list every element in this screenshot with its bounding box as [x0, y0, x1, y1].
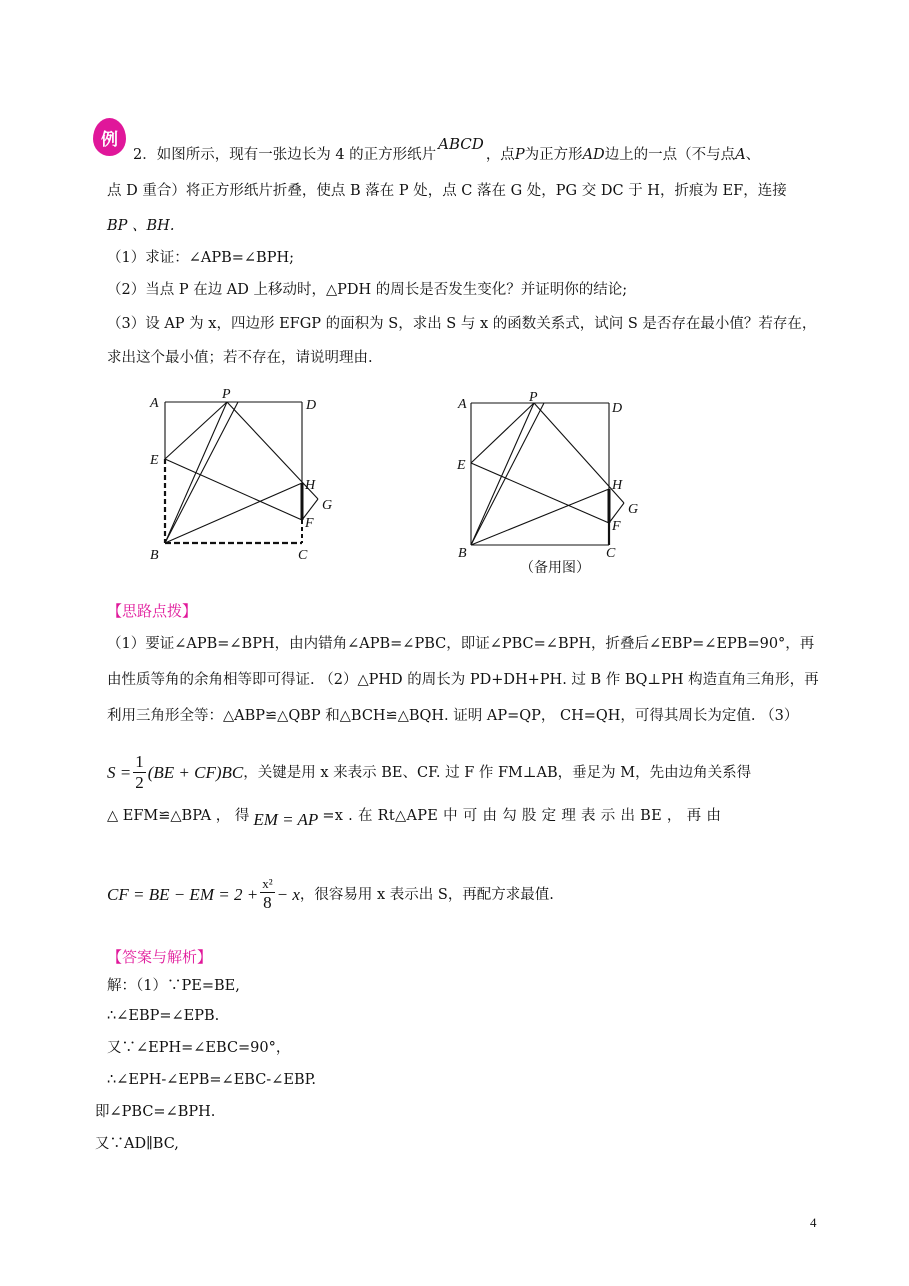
problem-line-1: 2．如图所示，现有一张边长为 4 的正方形纸片ABCD，点P为正方形AD边上的一点（不与点A、 — [133, 135, 761, 163]
answer-title: 【答案与解析】 — [107, 948, 213, 966]
question-3-line-2: 求出这个最小值；若不存在，请说明理由. — [107, 350, 373, 366]
figure-spare — [471, 403, 624, 545]
answer-line-6: 又∵AD∥BC, — [95, 1136, 179, 1152]
crease-ef — [165, 459, 302, 520]
example-badge: 例 — [93, 118, 126, 156]
label-g-2: G — [628, 502, 639, 517]
figure-main — [165, 402, 318, 543]
label-g: G — [322, 498, 333, 513]
hint-line-2: 由性质等角的余角相等即可得证. （2）△PHD 的周长为 PD+DH+PH. 过 B 作 BQ⊥PH 构造直角三角形，再 — [107, 672, 819, 688]
question-2: （2）当点 P 在边 AD 上移动时，△PDH 的周长是否发生变化？并证明你的结论; — [107, 282, 628, 298]
label-f: F — [305, 516, 314, 531]
segment-ep — [165, 402, 227, 459]
answer-line-3: 又∵∠EPH=∠EBC=90°， — [107, 1040, 291, 1056]
figure-main-labels — [149, 387, 332, 563]
label-p-2: P — [529, 390, 538, 405]
segment-bh — [165, 483, 302, 543]
answer-line-1: 解：（1）∵PE=BE, — [107, 978, 240, 994]
hint-line-1: （1）要证∠APB=∠BPH，由内错角∠APB=∠PBC，即证∠PBC=∠BPH，折叠后∠EBP=∠EPB=90°，再 — [107, 636, 815, 652]
label-p: P — [222, 387, 231, 402]
aux-line — [165, 402, 238, 543]
page-number: 4 — [810, 1215, 817, 1230]
label-f-2: F — [612, 519, 621, 534]
question-3-line-1: （3）设 AP 为 x，四边形 EFGP 的面积为 S，求出 S 与 x 的函数关系式，试问 S 是否存在最小值？若存在， — [107, 316, 817, 332]
label-h-2: H — [612, 478, 623, 493]
label-b-2: B — [458, 546, 467, 561]
answer-line-2: ∴∠EBP=∠EPB. — [107, 1008, 220, 1024]
problem-line-3: BP 、BH. — [107, 218, 175, 234]
label-b: B — [150, 548, 159, 563]
hint-title: 【思路点拨】 — [107, 602, 198, 620]
label-e: E — [150, 453, 159, 468]
label-e-2: E — [457, 458, 466, 473]
label-d: D — [306, 398, 317, 413]
hint-line-6: CF = BE − EM = 2 + $\frac{\text{x²}}{8}$ − x ，很容易用 x 表示出 S，再配方求最值. — [107, 876, 554, 912]
fraction-x2-over-8: $\frac{\text{x²}}{8}$ — [262, 876, 273, 912]
hint-line-4: S = $\frac{1}{2}$ (BE + CF)BC ，关键是用 x 来表示 BE、CF. 过 F 作 FM⊥AB，垂足为 M，先由边角关系得 — [107, 752, 752, 792]
hint-line-3: 利用三角形全等：△ABP≌△QBP 和△BCH≌△BQH. 证明 AP=QP， CH=QH，可得其周长为定值. （3） — [107, 708, 799, 724]
answer-line-4: ∴∠EPH-∠EPB=∠EBC-∠EBP. — [107, 1072, 317, 1088]
figure-caption: （备用图） — [520, 560, 590, 576]
problem-line-2: 点 D 重合）将正方形纸片折叠，使点 B 落在 P 处，点 C 落在 G 处，PG 交 DC 于 H，折痕为 EF，连接 — [107, 183, 787, 199]
geometry-figures — [140, 385, 660, 585]
label-c: C — [298, 548, 308, 563]
label-h: H — [305, 478, 316, 493]
fraction-half: $\frac{1}{2}$ — [135, 752, 144, 792]
label-a: A — [150, 396, 159, 411]
label-a-2: A — [458, 397, 467, 412]
question-1: （1）求证：∠APB=∠BPH; — [107, 250, 294, 266]
label-d-2: D — [612, 401, 623, 416]
answer-line-5: 即∠PBC=∠BPH. — [95, 1104, 216, 1120]
hint-line-5: △ EFM≌△BPA ， 得 EM = AP =x . 在 Rt△APE 中 可 由 勾 股 定 理 表 示 出 BE ， 再 由 — [107, 808, 722, 829]
label-c-2: C — [606, 546, 616, 561]
